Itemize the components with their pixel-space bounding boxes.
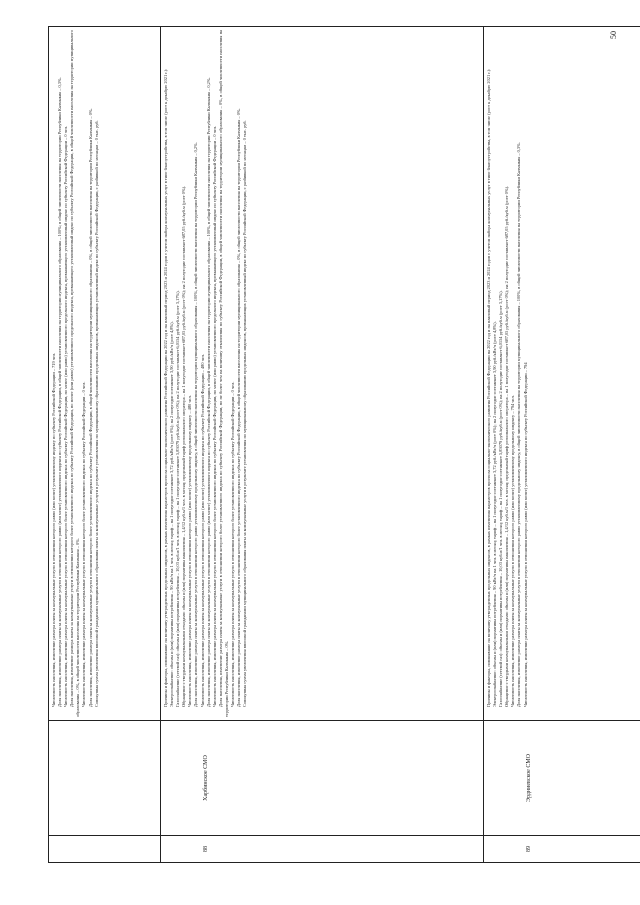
paragraph: Численность населения, изменение размера платы за коммунальные услуги в отношении которого равно (или менее) установленному предельному индексу – 480 чел. <box>187 395 193 707</box>
paragraph: Численность населения, изменение размера платы за коммунальные услуги в отношении которого более установленного индекса по субъекту Российской Федерации – 0 чел. <box>230 381 236 707</box>
municipality-table <box>48 26 640 863</box>
paragraph: Доля населения, изменение размера платы за коммунальные услуги в отношении которого равно (или менее) установленного индекса по субъекту Российской Федерации, в общей численности населения на территории муниципального образования – 100%, в общей численности населения на территории Республики Калмыкия – 0,2%. <box>205 77 211 707</box>
paragraph: Численность населения, изменение размера платы за коммунальные услуги в отношении которого более установленного индекса по субъекту Российской Федерации – 0 чел. <box>81 381 87 707</box>
row-number-cell: 89 <box>484 836 640 863</box>
description-cell <box>484 27 640 721</box>
paragraph: Электроснабжение: объемы и (или) нормативы потребления – 90 кВт/ч на 1 чел. в месяц; тариф – на 1 полугодие составляет 3,72 руб./кВт/ч (рост 0%); на 2 полугодие составляет 3,90 руб./кВт/ч (рост 4,8%). <box>169 321 175 707</box>
paragraph: Численность населения, изменение размера платы за коммунальные услуги в отношении которого равно (или менее) установленному индексу по субъекту Российской Федерации – 719 чел. <box>51 352 56 707</box>
paragraph: Электроснабжение: объемы и (или) нормативы потребления – 90 кВт/ч на 1 чел. в месяц; тариф – на 1 полугодие составляет 3,72 руб./кВт/ч (рост 0%); на 2 полугодие составляет 3,90 руб./кВт/ч (рост 4,8%). <box>492 321 498 707</box>
description-cell <box>49 27 161 721</box>
row-number-cell: 88 <box>161 836 484 863</box>
table-row <box>484 27 640 863</box>
row-number-cell <box>49 836 161 863</box>
paragraph: Доля населения, изменение размера платы за коммунальные услуги в отношении которого более установленного индекса по субъекту Российской Федерации, в общей численности населения на территории муниципального образования – 0%, в общей численности населения на территории Республики Калмыкия – 0%. <box>87 108 93 707</box>
municipality-cell: Эрдниевское СМО <box>484 721 640 836</box>
paragraph: Доля населения, изменение размера платы за коммунальные услуги в отношении которого более установленного индекса по субъекту Российской Федерации, но менее (или равно) установленного предельного индекса, превышающего установленный индекс по субъекту Российской Федерации, в общей численности населения на территории муниципального образования – 0%, в общей численности населения на территории Республики Калмыкия – 0%. <box>69 30 81 717</box>
paragraph: Доля населения, изменение размера платы за коммунальные услуги в отношении которого равно установленному предельному индексу, в общей численности населения на территории муниципального образования – 100%, в общей численности населения на территории Республики Калмыкия – 0,3%. <box>516 142 522 707</box>
paragraph: Газоснабжение (сетевой газ): объемы и (или) нормативы потребления – 10,03 куб.м/1 чел. в месяц; тариф – на 1 полугодие составляет 5,83079 руб./куб.м (рост 0%); на 2 полугодие составляет 6,0154 руб./куб.м (рост 3,17%). <box>175 290 181 707</box>
paragraph: Обращение с твердыми коммунальными отходами: объемы и (или) нормативы накопления – 1,4/12 куб.м/1 чел. в месяц; предельный тариф регионального оператора – на 1 полугодие составляет 687,05 руб./куб.м (рост 0%); на 2 полугодие составляет 687,05 руб./куб.м (рост 0%). <box>504 185 510 707</box>
municipality-cell: Харбинское СМО <box>161 721 484 836</box>
paragraph: Совокупная сумма увеличения вносимой гражданами муниципального образования платы за коммунальные услуги в результате установления по муниципальному образованию предельных индексов, превышающих установленный индекс по субъекту Российской Федерации, с разбивкой по месяцам – 0 тыс. руб. <box>242 120 248 707</box>
table-row <box>161 27 484 863</box>
paragraph: Обращение с твердыми коммунальными отходами: объемы и (или) нормативы накопления – 1,4/12 куб.м/1 чел. в месяц; предельный тариф регионального оператора – на 1 полугодие составляет 687,05 руб./куб.м (рост 0%); на 2 полугодие составляет 687,05 руб./куб.м (рост 0%). <box>181 185 187 707</box>
description-cell <box>161 27 484 721</box>
paragraph: Доля населения, изменение размера платы за коммунальные услуги в отношении которого равно установленному предельному индексу, в общей численности населения на территории муниципального образования – 100%, в общей численности населения на территории Республики Калмыкия – 0,2%. <box>193 142 199 707</box>
paragraph: Численность населения, изменение размера платы за коммунальные услуги в отношении которого более установленного индекса по субъекту Российской Федерации, но менее (или равно) установленного предельного индекса, превышающего установленный индекс по субъекту Российской Федерации – 0 чел. <box>211 125 217 707</box>
page-number: 50 <box>609 31 618 39</box>
municipality-cell <box>49 721 161 836</box>
paragraph: Причины и факторы, повлиявшие на величину утвержденных предельных индексов, в рамках изменения параметров прогноза социально-экономического развития Российской Федерации на 2022 год и на плановый период 2023 и 2024 годов с учетом набора коммунальных услуг в типе благоустройства, в том числе (рост к декабрю 2021 г.): <box>163 68 168 707</box>
paragraph: Численность населения, изменение размера платы за коммунальные услуги в отношении которого равно (или менее) установленного индекса по субъекту Российской Федерации – 794 <box>522 362 528 707</box>
table-row <box>49 27 161 863</box>
paragraph: Численность населения, изменение размера платы за коммунальные услуги в отношении которого равно (или менее) установленному предельному индексу – 794 чел. <box>510 395 516 707</box>
paragraph: Доля населения, изменение размера платы за коммунальные услуги в отношении которого более установленного индекса по субъекту Российской Федерации, в общей численности населения на территории муниципального образования – 0%, в общей численности населения на территории Республики Калмыкия – 0%. <box>236 108 242 707</box>
paragraph: Доля населения, изменение размера платы за коммунальные услуги в отношении которого равно (или менее) установленного индекса по субъекту Российской Федерации, в общей численности населения на территории муниципального образования – 100%; в общей численности населения на территории Республики Калмыкия – 0,3%. <box>57 77 63 707</box>
paragraph: Численность населения, изменение размера платы за коммунальные услуги в отношении которого более установленного индекса по субъекту Российской Федерации, но менее (или равно) установленного предельного индекса, превышающего установленный индекс по субъекту Российской Федерации – 0 чел. <box>63 125 69 707</box>
paragraph: Причины и факторы, повлиявшие на величину утвержденных предельных индексов, в рамках изменения параметров прогноза социально-экономического развития Российской Федерации на 2022 год и на плановый период 2023 и 2024 годов с учетом набора коммунальных услуг в типе благоустройства, в том числе (рост к декабрю 2021 г.): <box>486 68 491 707</box>
paragraph: Совокупная сумма увеличения вносимой гражданами муниципального образования платы за коммунальные услуги в результате установления по муниципальному образованию предельных индексов, превышающих установленный индекс по субъекту Российской Федерации, с разбивкой по месяцам – 0 тыс. руб. <box>93 120 99 707</box>
paragraph: Численность населения, изменение размера платы за коммунальные услуги в отношении которого равно (или менее) установленного индекса по субъекту Российской Федерации – 480 чел. <box>199 353 205 707</box>
paragraph: Доля населения, изменение размера платы за коммунальные услуги в отношении которого более установленного индекса по субъекту Российской Федерации, но не более чем на величину отклонения по субъекту Российской Федерации, в общей численности населения на территории муниципального образования – 0%, в общей численности населения на территории Республики Калмыкия – 0%. <box>217 30 229 717</box>
paragraph: Газоснабжение (сетевой газ): объемы и (или) нормативы потребления – 10,03 куб.м/1 чел. в месяц; тариф – на 1 полугодие составляет 5,83079 руб./куб.м (рост 0%); на 2 полугодие составляет 6,0154 руб./куб.м (рост 3,17%). <box>498 290 504 707</box>
